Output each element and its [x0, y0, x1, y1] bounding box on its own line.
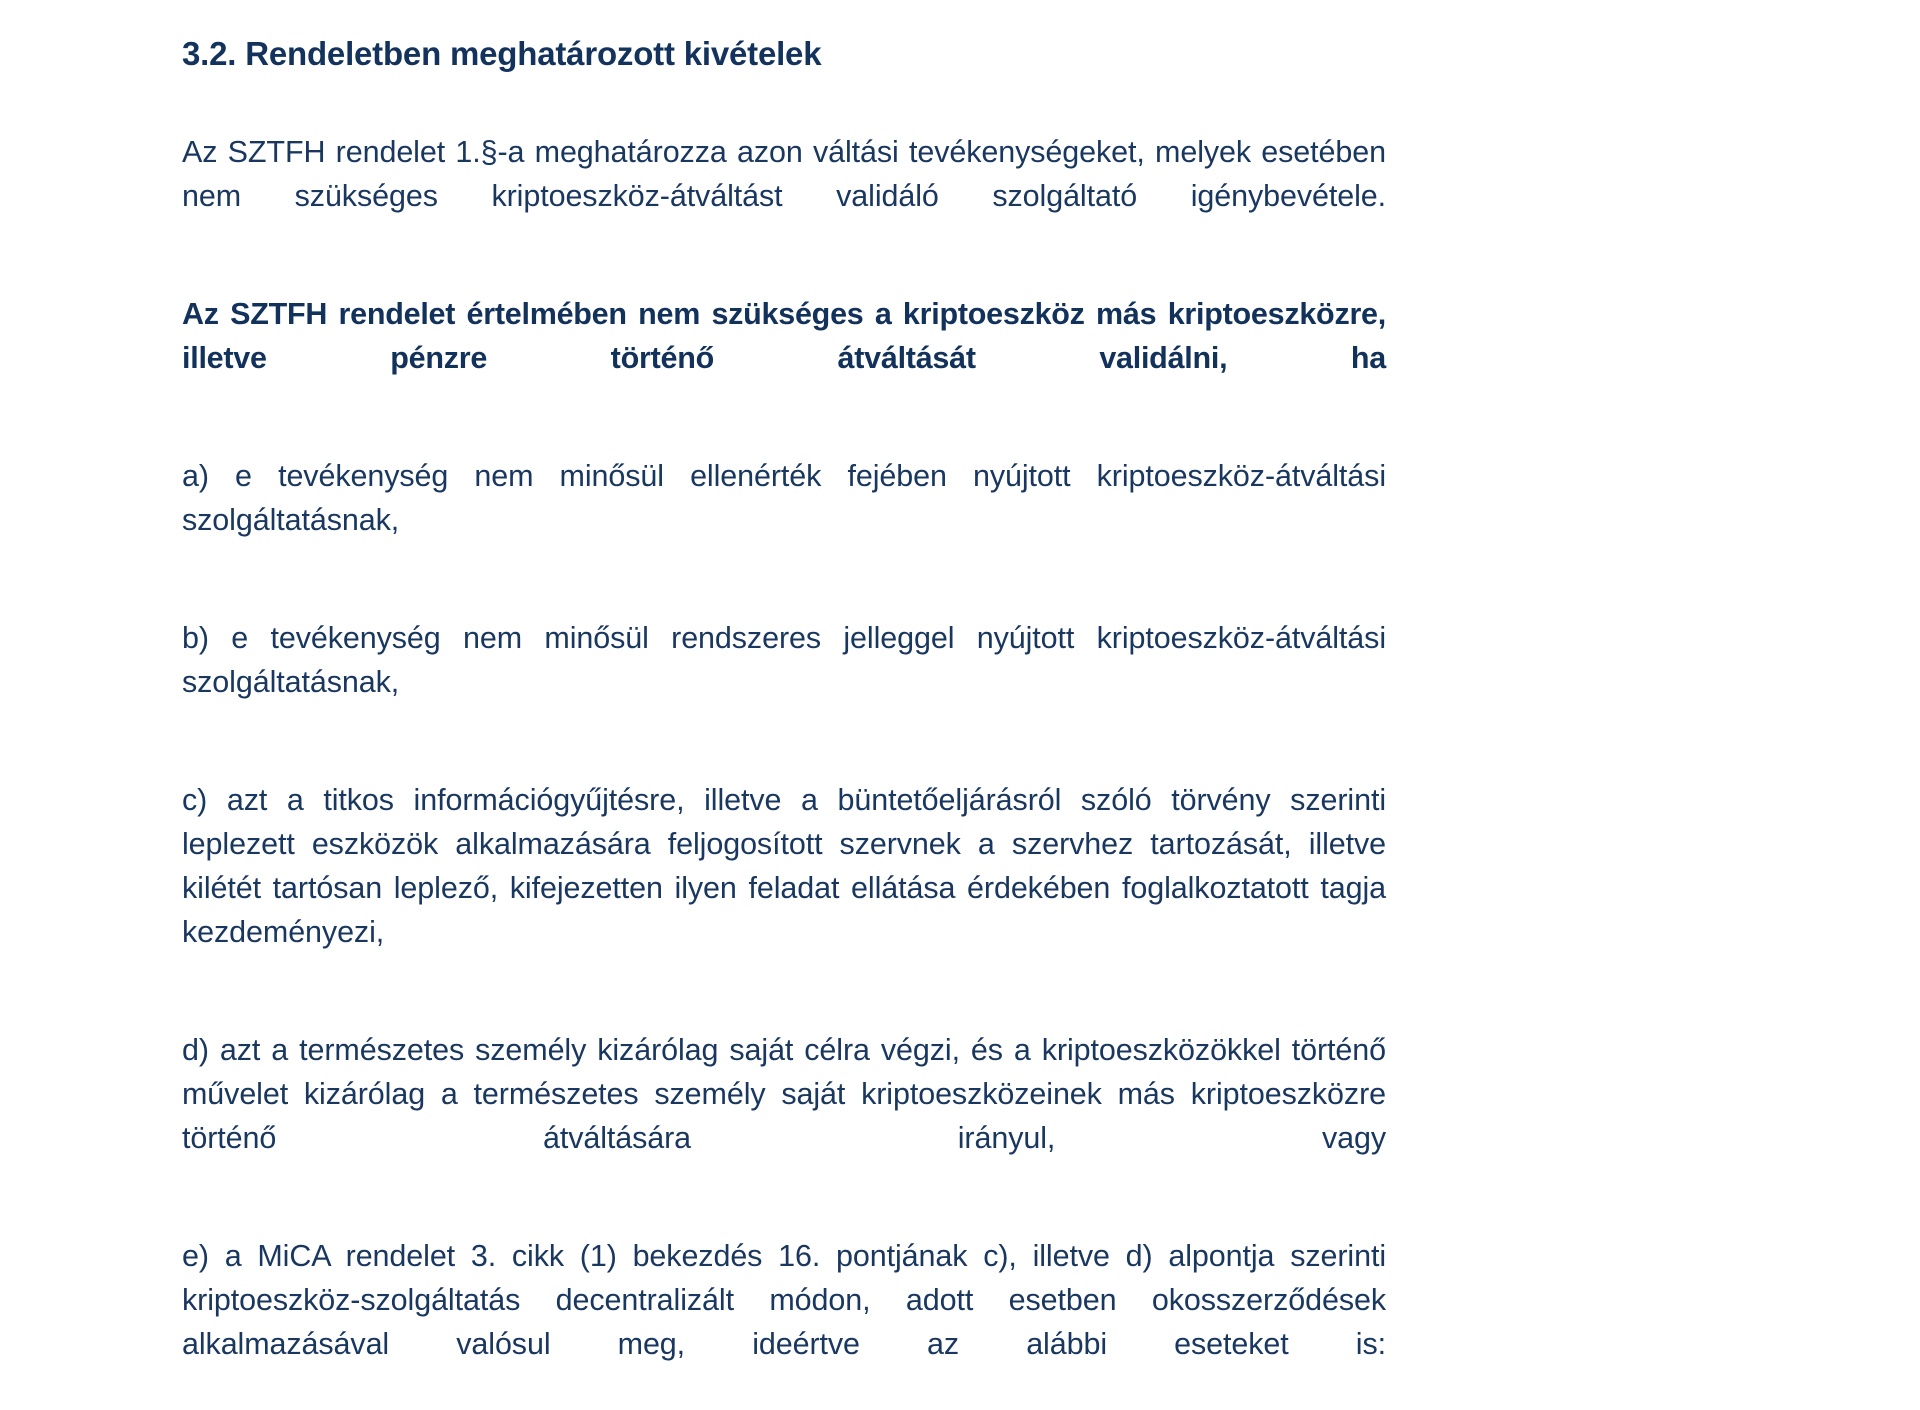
section-heading: 3.2. Rendeletben meghatározott kivételek [182, 35, 822, 72]
paragraph-intro: Az SZTFH rendelet 1.§-a meghatározza azon váltási tevékenységeket, melyek esetében nem szükséges kriptoeszköz-átváltást validáló szolgáltató igénybevétele. [182, 135, 1386, 214]
list-item-e: e) a MiCA rendelet 3. cikk (1) bekezdés 16. pontjának c), illetve d) alpontja szerinti kriptoeszköz-szolgáltatás decentralizált módon, adott esetben okosszerződések alkalmazásával valósul meg, ideértve az alábbi eseteket is: [182, 1239, 1386, 1362]
spacer [182, 998, 1386, 1028]
paragraph-lead-bold: Az SZTFH rendelet értelmében nem szükséges a kriptoeszköz más kriptoeszközre, illetve pénzre történő átváltását validálni, ha [182, 297, 1386, 376]
spacer [182, 1204, 1386, 1234]
list-item-a: a) e tevékenység nem minősül ellenérték fejében nyújtott kriptoeszköz-átváltási szolgáltatásnak, [182, 459, 1386, 538]
document-content [182, 0, 1386, 1410]
spacer [182, 748, 1386, 778]
spacer [182, 424, 1386, 454]
list-item-c: c) azt a titkos információgyűjtésre, illetve a büntetőeljárásról szóló törvény szerinti leplezett eszközök alkalmazására feljogosított szervnek a szervhez tartozását, illetve kilétét tartósan leplező, kifejezetten ilyen feladat ellátása érdekében foglalkoztatott tagja kezdeményezi, [182, 783, 1386, 950]
list-item-d: d) azt a természetes személy kizárólag saját célra végzi, és a kriptoeszközökkel történő művelet kizárólag a természetes személy saját kriptoeszközeinek más kriptoeszközre történő átváltására irányul, vagy [182, 1033, 1386, 1156]
spacer [182, 262, 1386, 292]
list-item-b: b) e tevékenység nem minősül rendszeres jelleggel nyújtott kriptoeszköz-átváltási szolgáltatásnak, [182, 621, 1386, 700]
spacer [182, 586, 1386, 616]
spacer [182, 74, 1386, 130]
